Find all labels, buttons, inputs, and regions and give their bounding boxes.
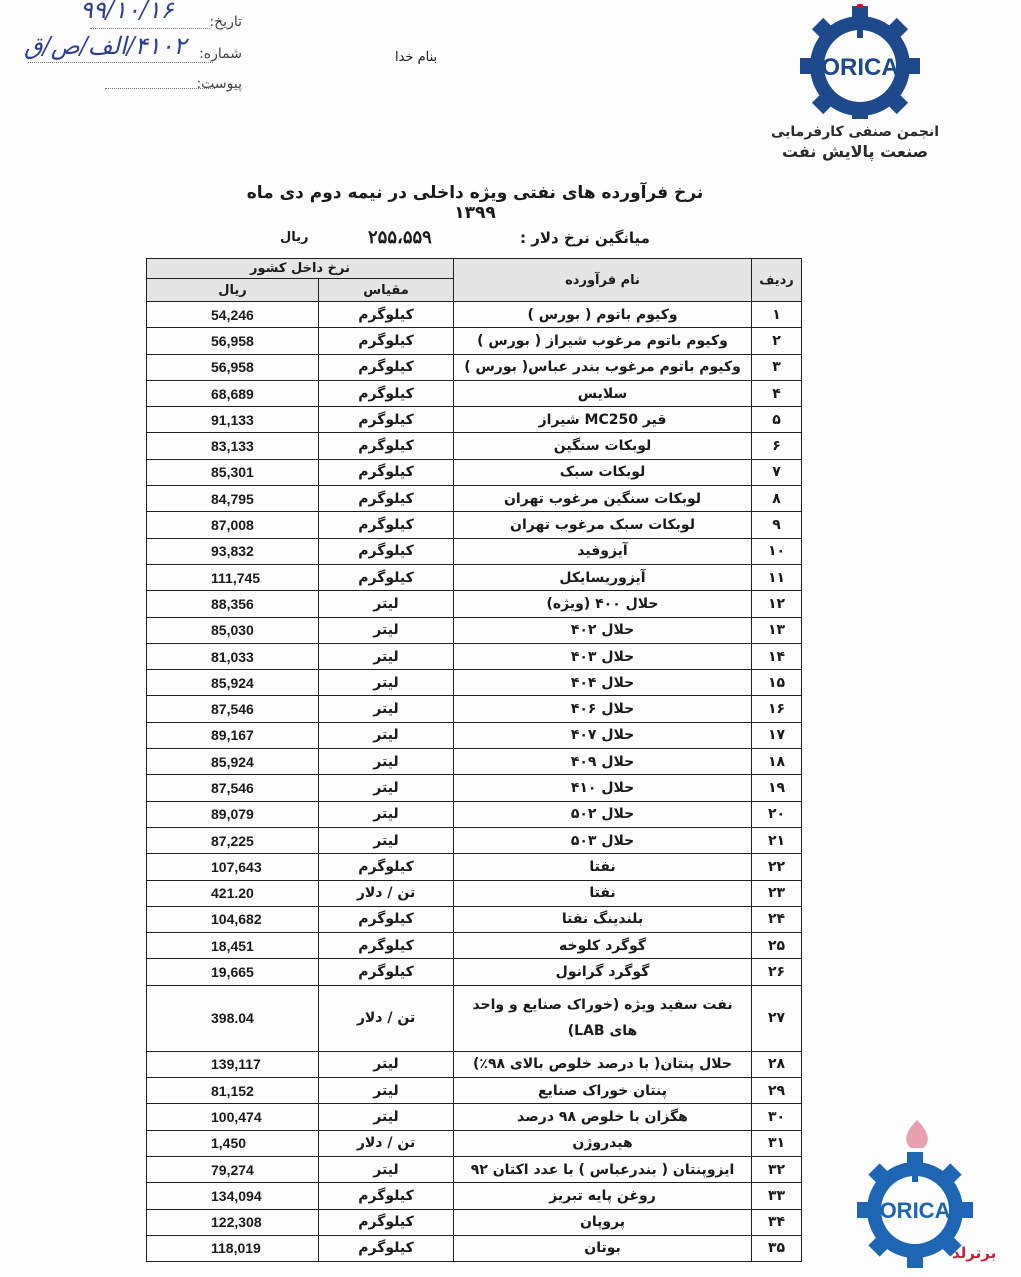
unit-cell: لیتر: [319, 749, 454, 775]
table-row: [147, 959, 802, 985]
product-name-cell: لوبکات سبک: [454, 459, 752, 485]
price-cell: 81,033: [147, 643, 319, 669]
unit-cell: تن / دلار: [319, 985, 454, 1051]
unit-cell: کیلوگرم: [319, 538, 454, 564]
table-row: [147, 827, 802, 853]
unit-cell: لیتر: [319, 591, 454, 617]
orica-logo-text: ORICA: [821, 54, 899, 81]
date-dotline: [90, 28, 210, 29]
product-name-cell: وکیوم باتوم ( بورس ): [454, 302, 752, 328]
product-name-cell: روغن پایه تبریز: [454, 1183, 752, 1209]
price-cell: 87,546: [147, 696, 319, 722]
price-cell: 139,117: [147, 1051, 319, 1077]
unit-cell: کیلوگرم: [319, 512, 454, 538]
price-cell: 421.20: [147, 880, 319, 906]
price-cell: 91,133: [147, 407, 319, 433]
product-name-cell: حلال ۴۱۰: [454, 775, 752, 801]
price-cell: 85,924: [147, 670, 319, 696]
unit-cell: لیتر: [319, 617, 454, 643]
product-name-cell: گوگرد گرانول: [454, 959, 752, 985]
table-row: [147, 880, 802, 906]
price-cell: 84,795: [147, 486, 319, 512]
unit-cell: لیتر: [319, 696, 454, 722]
row-number-cell: ۱۳: [752, 617, 802, 643]
number-dotline: [28, 62, 213, 63]
unit-cell: کیلوگرم: [319, 1235, 454, 1261]
product-name-cell: ایزوپنتان ( بندرعباس ) با عدد اکتان ۹۲: [454, 1156, 752, 1182]
unit-cell: کیلوگرم: [319, 1209, 454, 1235]
unit-cell: کیلوگرم: [319, 854, 454, 880]
table-row: [147, 1051, 802, 1077]
row-number-cell: ۲۵: [752, 933, 802, 959]
price-cell: 81,152: [147, 1078, 319, 1104]
row-number-cell: ۱۹: [752, 775, 802, 801]
row-number-cell: ۳: [752, 354, 802, 380]
header-domestic-rate: نرخ داخل کشور: [147, 259, 454, 279]
unit-cell: کیلوگرم: [319, 433, 454, 459]
table-row: [147, 1209, 802, 1235]
attachment-label: پیوست:: [196, 76, 242, 92]
price-table: [146, 258, 802, 1262]
product-name-cell: بلندینگ نفتا: [454, 906, 752, 932]
row-number-cell: ۱۶: [752, 696, 802, 722]
price-cell: 85,030: [147, 617, 319, 643]
table-row: [147, 1078, 802, 1104]
unit-cell: کیلوگرم: [319, 354, 454, 380]
row-number-cell: ۲۱: [752, 827, 802, 853]
product-name-cell: نفت سفید ویژه (خوراک صنایع و واحد های LAB): [454, 985, 752, 1051]
table-row: [147, 1235, 802, 1261]
price-cell: 56,958: [147, 354, 319, 380]
unit-cell: کیلوگرم: [319, 380, 454, 406]
table-row: [147, 1130, 802, 1156]
row-number-cell: ۱۴: [752, 643, 802, 669]
price-cell: 19,665: [147, 959, 319, 985]
row-number-cell: ۳۴: [752, 1209, 802, 1235]
product-name-cell: لوبکات سبک مرغوب تهران: [454, 512, 752, 538]
table-row: [147, 302, 802, 328]
unit-cell: لیتر: [319, 827, 454, 853]
dollar-rate-label: میانگین نرخ دلار :: [520, 229, 650, 247]
table-row: [147, 1183, 802, 1209]
price-cell: 89,167: [147, 722, 319, 748]
row-number-cell: ۳۱: [752, 1130, 802, 1156]
header-row-number: ردیف: [752, 259, 802, 302]
row-number-cell: ۶: [752, 433, 802, 459]
price-cell: 88,356: [147, 591, 319, 617]
table-row: [147, 933, 802, 959]
unit-cell: لیتر: [319, 801, 454, 827]
product-name-cell: حلال پنتان( با درصد خلوص بالای ۹۸٪): [454, 1051, 752, 1077]
table-row: [147, 985, 802, 1051]
unit-cell: لیتر: [319, 1051, 454, 1077]
product-name-cell: نفتا: [454, 854, 752, 880]
price-cell: 111,745: [147, 564, 319, 590]
unit-cell: لیتر: [319, 643, 454, 669]
table-row: [147, 775, 802, 801]
product-name-cell: حلال ۴۰۴: [454, 670, 752, 696]
dollar-rate-value: ۲۵۵،۵۵۹: [368, 227, 432, 247]
product-name-cell: هگزان با خلوص ۹۸ درصد: [454, 1104, 752, 1130]
product-name-cell: بوتان: [454, 1235, 752, 1261]
product-name-cell: پنتان خوراک صنایع: [454, 1078, 752, 1104]
price-cell: 87,225: [147, 827, 319, 853]
row-number-cell: ۷: [752, 459, 802, 485]
product-name-cell: آیزوریسایکل: [454, 564, 752, 590]
table-row: [147, 407, 802, 433]
price-cell: 56,958: [147, 328, 319, 354]
table-row: [147, 617, 802, 643]
table-row: [147, 380, 802, 406]
row-number-cell: ۲۳: [752, 880, 802, 906]
product-name-cell: حلال ۵۰۲: [454, 801, 752, 827]
price-cell: 93,832: [147, 538, 319, 564]
unit-cell: تن / دلار: [319, 880, 454, 906]
price-cell: 134,094: [147, 1183, 319, 1209]
unit-cell: کیلوگرم: [319, 933, 454, 959]
table-row: [147, 486, 802, 512]
row-number-cell: ۸: [752, 486, 802, 512]
product-name-cell: حلال ۴۰۷: [454, 722, 752, 748]
letter-meta: [20, 0, 250, 100]
table-row: [147, 1156, 802, 1182]
table-row: [147, 512, 802, 538]
row-number-cell: ۱۷: [752, 722, 802, 748]
price-cell: 87,008: [147, 512, 319, 538]
row-number-cell: ۲۴: [752, 906, 802, 932]
header-rial: ریال: [147, 279, 319, 302]
table-row: [147, 538, 802, 564]
date-label: تاریخ:: [209, 14, 242, 30]
product-name-cell: سلایس: [454, 380, 752, 406]
attachment-dotline: [105, 88, 215, 89]
orica-stamp-text: ORICA: [879, 1198, 951, 1223]
row-number-cell: ۲۸: [752, 1051, 802, 1077]
table-row: [147, 854, 802, 880]
organization-name-line2: صنعت پالایش نفت: [781, 142, 929, 161]
orica-logo-icon: [790, 4, 930, 119]
bismillah: بنام خدا: [395, 50, 438, 65]
price-cell: 68,689: [147, 380, 319, 406]
product-name-cell: پروپان: [454, 1209, 752, 1235]
price-cell: 118,019: [147, 1235, 319, 1261]
unit-cell: کیلوگرم: [319, 302, 454, 328]
unit-cell: کیلوگرم: [319, 1183, 454, 1209]
table-row: [147, 643, 802, 669]
price-cell: 87,546: [147, 775, 319, 801]
product-name-cell: حلال ۵۰۳: [454, 827, 752, 853]
unit-cell: لیتر: [319, 670, 454, 696]
table-row: [147, 696, 802, 722]
row-number-cell: ۳۲: [752, 1156, 802, 1182]
product-name-cell: حلال ۴۰۹: [454, 749, 752, 775]
product-name-cell: وکیوم باتوم مرغوب شیراز ( بورس ): [454, 328, 752, 354]
product-name-cell: حلال ۴۰۰ (ویژه): [454, 591, 752, 617]
dollar-rate-unit: ریال: [280, 230, 309, 245]
row-number-cell: ۲۷: [752, 985, 802, 1051]
unit-cell: کیلوگرم: [319, 564, 454, 590]
product-name-cell: گوگرد کلوخه: [454, 933, 752, 959]
price-cell: 1,450: [147, 1130, 319, 1156]
table-row: [147, 328, 802, 354]
table-row: [147, 722, 802, 748]
row-number-cell: ۱۱: [752, 564, 802, 590]
header-unit: مقیاس: [319, 279, 454, 302]
price-cell: 85,924: [147, 749, 319, 775]
price-cell: 104,682: [147, 906, 319, 932]
table-row: [147, 906, 802, 932]
number-label: شماره:: [199, 46, 242, 62]
price-cell: 107,643: [147, 854, 319, 880]
price-cell: 398.04: [147, 985, 319, 1051]
product-name-cell: حلال ۴۰۲: [454, 617, 752, 643]
row-number-cell: ۲۲: [752, 854, 802, 880]
unit-cell: لیتر: [319, 1104, 454, 1130]
price-cell: 89,079: [147, 801, 319, 827]
row-number-cell: ۱۸: [752, 749, 802, 775]
unit-cell: لیتر: [319, 1156, 454, 1182]
price-cell: 79,274: [147, 1156, 319, 1182]
row-number-cell: ۱۰: [752, 538, 802, 564]
row-number-cell: ۱۵: [752, 670, 802, 696]
unit-cell: کیلوگرم: [319, 906, 454, 932]
price-cell: 100,474: [147, 1104, 319, 1130]
watermark-text: برترلد: [952, 1244, 997, 1262]
row-number-cell: ۱۲: [752, 591, 802, 617]
row-number-cell: ۴: [752, 380, 802, 406]
row-number-cell: ۳۳: [752, 1183, 802, 1209]
product-name-cell: هیدروژن: [454, 1130, 752, 1156]
price-cell: 122,308: [147, 1209, 319, 1235]
unit-cell: کیلوگرم: [319, 459, 454, 485]
table-row: [147, 801, 802, 827]
product-name-cell: آیزوفید: [454, 538, 752, 564]
table-row: [147, 670, 802, 696]
row-number-cell: ۵: [752, 407, 802, 433]
date-value: ۹۹/۱۰/۱۶: [80, 0, 174, 24]
row-number-cell: ۹: [752, 512, 802, 538]
document-title: نرخ فرآورده های نفتی ویژه داخلی در نیمه دوم دی ماه ۱۳۹۹: [246, 183, 704, 223]
product-name-cell: حلال ۴۰۳: [454, 643, 752, 669]
unit-cell: لیتر: [319, 1078, 454, 1104]
product-name-cell: لوبکات سنگین مرغوب تهران: [454, 486, 752, 512]
table-row: [147, 433, 802, 459]
row-number-cell: ۱: [752, 302, 802, 328]
product-name-cell: وکیوم باتوم مرغوب بندر عباس( بورس ): [454, 354, 752, 380]
organization-name-line1: انجمن صنفی کارفرمایی: [770, 124, 940, 140]
unit-cell: کیلوگرم: [319, 407, 454, 433]
product-name-cell: نفتا: [454, 880, 752, 906]
unit-cell: کیلوگرم: [319, 486, 454, 512]
table-row: [147, 1104, 802, 1130]
table-row: [147, 749, 802, 775]
unit-cell: کیلوگرم: [319, 959, 454, 985]
unit-cell: لیتر: [319, 775, 454, 801]
row-number-cell: ۲۶: [752, 959, 802, 985]
unit-cell: کیلوگرم: [319, 328, 454, 354]
row-number-cell: ۳۵: [752, 1235, 802, 1261]
price-cell: 85,301: [147, 459, 319, 485]
price-cell: 83,133: [147, 433, 319, 459]
price-cell: 54,246: [147, 302, 319, 328]
row-number-cell: ۲۹: [752, 1078, 802, 1104]
header-product-name: نام فرآورده: [454, 259, 752, 302]
row-number-cell: ۳۰: [752, 1104, 802, 1130]
product-name-cell: قیر MC250 شیراز: [454, 407, 752, 433]
unit-cell: لیتر: [319, 722, 454, 748]
row-number-cell: ۲۰: [752, 801, 802, 827]
unit-cell: تن / دلار: [319, 1130, 454, 1156]
product-name-cell: لوبکات سنگین: [454, 433, 752, 459]
row-number-cell: ۲: [752, 328, 802, 354]
number-value: ۴۱۰۲/الف/ص/ق: [24, 32, 187, 60]
product-name-cell: حلال ۴۰۶: [454, 696, 752, 722]
price-table-body: [147, 302, 802, 1262]
organization-name: [770, 124, 940, 161]
table-row: [147, 354, 802, 380]
table-row: [147, 459, 802, 485]
table-row: [147, 591, 802, 617]
table-row: [147, 564, 802, 590]
price-cell: 18,451: [147, 933, 319, 959]
